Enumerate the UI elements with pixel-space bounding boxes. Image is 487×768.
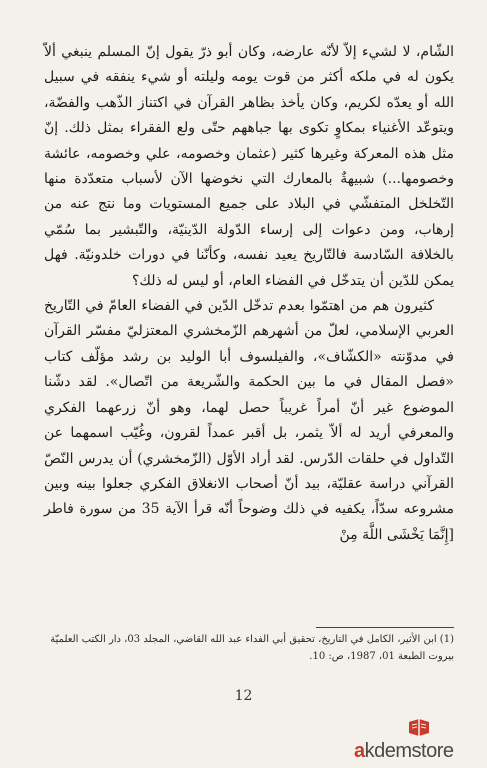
paragraph-2 (44, 294, 454, 548)
body-text (44, 40, 454, 548)
logo-letter-a: a (354, 740, 365, 762)
paragraph-1 (44, 40, 454, 294)
logo-wordmark-rest: kdemstore (364, 740, 454, 762)
logo-wordmark (354, 740, 487, 763)
store-logo (354, 716, 487, 768)
paragraph-2-text: كثيرون هم من اهتمّوا بعدم تدخّل الدّين في الفضاء العامّ في التّاريخ العربي الإسلامي، لعلّ من أشهرهم الزّمخشري المعتزليّ مفسّر القرآن في مدوّنته «الكشّاف»، والفيلسوف أبا الوليد بن رشد مؤلّف كتاب «فصل المقال في ما بين الحكمة والشّريعة من اتّصال». لقد دشّنا الموضوع غير أنّ أمراً غريباً حصل لهما، وهو أنّ زرعهما الفكري والمعرفي أريد له ألاّ يثمر، بل أقبر عمداً لقرون، وغُيّب اسمهما عن التّداول في حلقات الدّرس. لقد أراد الأوّل (الزّمخشري) أن يدرس النّصّ القرآني دراسة عقليّة، بيد أنّ أصحاب الانغلاق الفكري جعلوا بينه وبين مشروعه سدّاً، يكفيه في ذلك وضوحاً أنّه قرأ الآية 35 من سورة فاطر [إِنَّمَا يَخْشَى اللَّهَ مِنْ (44, 298, 454, 543)
paragraph-1-text: الشّام، لا لشيء إلاّ لأنّه عارضه، وكان أبو ذرّ يقول إنّ المسلم ينبغي ألاّ يكون له في ملكه أكثر من قوت يومه وليلته أو شيء ينفقه في سبيل الله أو يعدّه لكريم، وكان يأخذ بظاهر القرآن في اكتناز الذّهب والفضّة، ويتوعّد الأغنياء بمكاوٍ تكوى بها جباههم حتّى ولع الفقراء بمثل ذلك. إنّ مثل هذه المعركة وغيرها كثير (عثمان وخصومه، علي وخصومه، عائشة وخصومها...) شبيهةٌ بالمعارك التي نخوضها الآن لأسباب متعدّدة منها التّخلخل المتفشّي في البلاد على جميع المستويات وما نتج عنه من إرهاب، ومن دعوات إلى إرساء الدّولة الدّينيّة، والتّبشير بما سُمّي بالخلافة السّادسة فالتّاريخ يعيد نفسه، وكأنّنا في دورات خلدونيّة. فهل يمكن للدّين أن يتدخّل في الفضاء العام، أو ليس له ذلك؟ (44, 44, 454, 289)
footnote-divider (316, 627, 454, 628)
footnote: (1) ابن الأثير، الكامل في التاريخ، تحقيق أبي الفداء عبد الله القاضي، المجلد 03، دار الكتب العلميّة بيروت الطبعة 01، 1987، ص: 10. (50, 634, 454, 662)
page-number: 12 (234, 688, 253, 704)
book-cart-icon (406, 716, 432, 738)
